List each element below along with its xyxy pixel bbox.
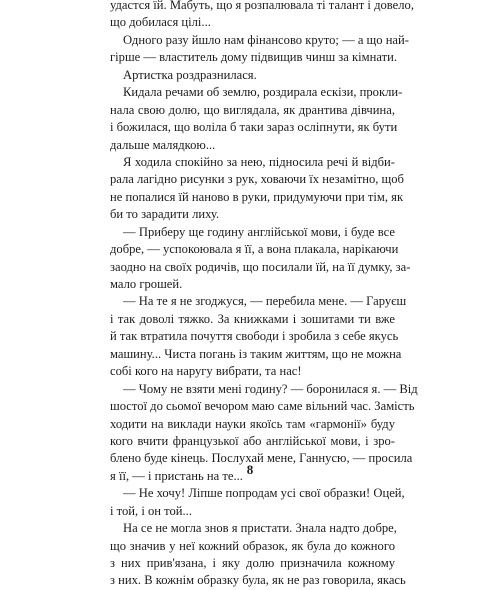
text-line: На се не могла знов я пристати. Знала надто добре, bbox=[123, 521, 397, 536]
text-line: Кидала речами об землю, роздирала ескізи, прокли- bbox=[123, 85, 403, 100]
text-line: я її, — і пристань на те... bbox=[110, 468, 243, 483]
page-number: 8 bbox=[246, 462, 254, 477]
text-line: Артистка роздразнилася. bbox=[123, 67, 257, 82]
text-line: й так втратила почуття свободи і зробила з себе якусь bbox=[110, 329, 399, 344]
text-line: і той, і он той... bbox=[110, 503, 192, 518]
text-line: удастся їй. Мабуть, що я розпалювала ті талант і довело, bbox=[110, 0, 414, 12]
text-line: що значив у неї кожний образок, як була до кожного bbox=[110, 538, 395, 553]
paragraph bbox=[110, 293, 407, 380]
text-line: — Чому не взяти мені годину? — боронилася я. — Від bbox=[123, 381, 418, 396]
paragraph bbox=[110, 154, 404, 224]
paragraph bbox=[110, 32, 409, 67]
text-line: Одного разу йшло нам фінансово круто; — а що най- bbox=[123, 32, 409, 47]
text-line: і так доволі тяжко. За книжками і зошитами ти вже bbox=[110, 311, 395, 326]
text-line: нала свою долю, що виглядала, як дрантива дівчина, bbox=[110, 102, 395, 117]
text-line: — Не хочу! Ліпше попродам усі свої образки! Оцей, bbox=[123, 486, 405, 501]
text-line: не попалися їй наново в руки, придумуючи при тім, як bbox=[110, 189, 404, 204]
text-line: рала лагідно рисунки з рук, ховаючи їх незамітно, щоб bbox=[110, 172, 404, 187]
text-line: з них. В кожнім образку була, як не раз говорила, якась bbox=[110, 573, 406, 588]
text-line: Я ходила спокійно за нею, підносила речі й відби- bbox=[123, 154, 395, 169]
paragraph bbox=[110, 84, 403, 154]
text-line: і божилася, що воліла б таки зараз осліпнути, як бути bbox=[110, 120, 398, 135]
text-line: — Приберу ще годину англійської мови, і буде все bbox=[123, 224, 395, 239]
text-line: шостої до сьомої вечором маю саме вільний час. Замість bbox=[110, 399, 415, 414]
text-line: добре, — успокоювала я її, а вона плакала, нарікаючи bbox=[110, 242, 399, 257]
text-line: заодно на своїх родичів, що посилали їй, на її думку, за- bbox=[110, 259, 411, 274]
paragraph bbox=[110, 485, 405, 520]
paragraph bbox=[110, 67, 395, 84]
paragraph bbox=[110, 0, 414, 32]
paragraph bbox=[110, 224, 411, 294]
text-line: машину... Чиста погань із таким життям, що не можна bbox=[110, 346, 402, 361]
body-text bbox=[110, 0, 418, 590]
text-line: — На те я не згоджуся, — перебила мене. — Гаруєш bbox=[123, 294, 407, 309]
text-line: що добилася цілі... bbox=[110, 15, 211, 30]
text-line: би то зарадити лиху. bbox=[110, 207, 220, 222]
text-line: ходити на виклади науки якоїсь там «гармонії» буду bbox=[110, 416, 395, 431]
text-line: мало грошей. bbox=[110, 277, 183, 291]
text-line: гірше — властитель дому підвищив чинш за кімнати. bbox=[110, 50, 397, 65]
text-line: собі кого на наругу вибрати, та нас! bbox=[110, 364, 302, 379]
text-line: дальше малядкою... bbox=[110, 137, 216, 152]
paragraph bbox=[110, 520, 406, 590]
text-line: кого вчити французької або англійської мови, і зро- bbox=[110, 433, 395, 448]
text-line: з них прив'язана, і яку долю призначила кожному bbox=[110, 556, 395, 570]
text-line: блено буде кінець. Послухай мене, Ганнусю, — просила bbox=[110, 451, 413, 466]
